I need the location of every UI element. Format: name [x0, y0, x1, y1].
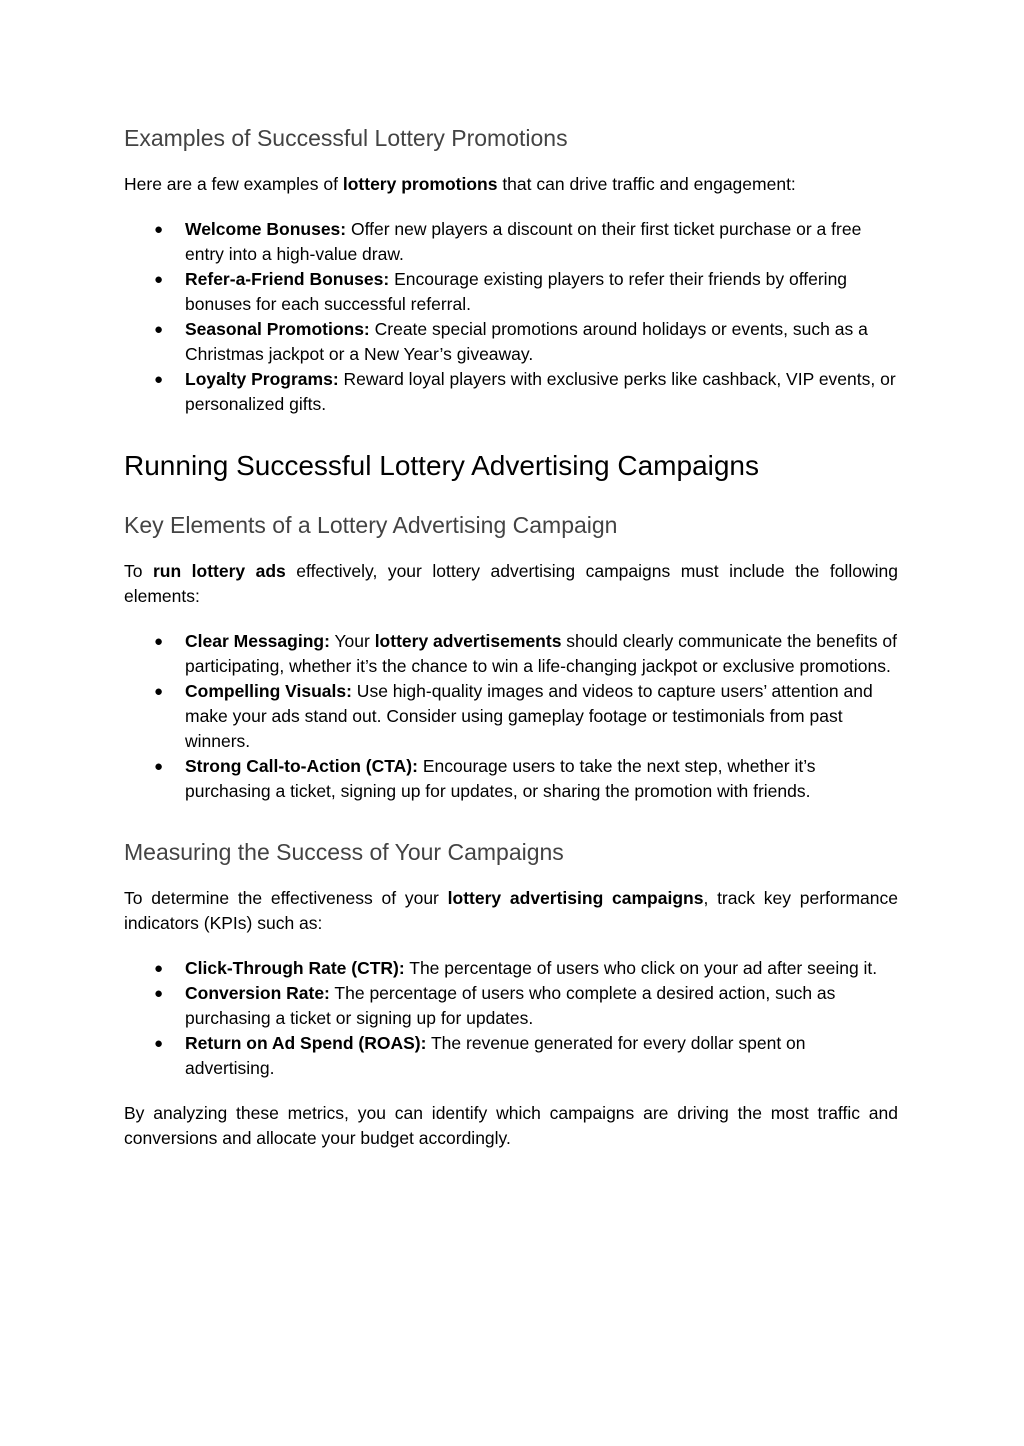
section-heading-promotions: Examples of Successful Lottery Promotions	[124, 125, 568, 151]
key-elements-list	[124, 629, 898, 804]
bullet-icon: ●	[154, 985, 164, 1002]
bullet-icon: ●	[154, 321, 164, 338]
list-item: ● Return on Ad Spend (ROAS): The revenue generated for every dollar spent on advertising.	[154, 1033, 806, 1078]
bullet-icon: ●	[154, 960, 164, 977]
list-item: ● Welcome Bonuses: Offer new players a discount on their first ticket purchase or a free entry into a high-value draw.	[154, 219, 862, 264]
bullet-icon: ●	[154, 683, 164, 700]
bullet-icon: ●	[154, 271, 164, 288]
section-heading-key-elements: Key Elements of a Lottery Advertising Campaign	[124, 512, 618, 538]
list-item: ● Conversion Rate: The percentage of users who complete a desired action, such as purchasing a ticket or signing up for updates.	[154, 983, 836, 1028]
promotions-list	[124, 217, 898, 417]
list-item: ● Click-Through Rate (CTR): The percentage of users who click on your ad after seeing it.	[124, 956, 898, 981]
list-item: ● Refer-a-Friend Bonuses: Encourage existing players to refer their friends by offering bonuses for each successful referral.	[154, 269, 848, 314]
promotions-intro: Here are a few examples of lottery promotions that can drive traffic and engagement:	[124, 174, 796, 194]
section-heading-measuring: Measuring the Success of Your Campaigns	[124, 839, 564, 865]
bullet-icon: ●	[154, 221, 164, 238]
list-item: ● Clear Messaging: Your lottery advertisements should clearly communicate the benefits of participating, whether it’s the chance to win a life-changing jackpot or exclusive promotions.	[154, 631, 898, 676]
list-item: ● Strong Call-to-Action (CTA): Encourage users to take the next step, whether it’s purchasing a ticket, signing up for updates, or sharing the promotion with friends.	[154, 756, 816, 801]
bullet-icon: ●	[154, 1035, 164, 1052]
bullet-icon: ●	[154, 758, 164, 775]
key-elements-intro: To run lottery ads effectively, your lottery advertising campaigns must include the following elements:	[124, 561, 898, 606]
kpi-list	[124, 956, 898, 1081]
list-item: ● Loyalty Programs: Reward loyal players with exclusive perks like cashback, VIP events, or personalized gifts.	[154, 369, 896, 414]
main-heading: Running Successful Lottery Advertising Campaigns	[124, 450, 760, 481]
bullet-icon: ●	[154, 371, 164, 388]
measuring-intro: To determine the effectiveness of your lottery advertising campaigns, track key performance indicators (KPIs) such as:	[124, 888, 898, 933]
bullet-icon: ●	[154, 633, 164, 650]
list-item: ● Compelling Visuals: Use high-quality images and videos to capture users’ attention and make your ads stand out. Consider using gameplay footage or testimonials from past winners.	[154, 681, 873, 751]
document-page	[124, 120, 898, 1151]
list-item: ● Seasonal Promotions: Create special promotions around holidays or events, such as a Christmas jackpot or a New Year’s giveaway.	[154, 319, 868, 364]
closing-paragraph: By analyzing these metrics, you can identify which campaigns are driving the most traffic and conversions and allocate your budget accordingly.	[124, 1103, 898, 1148]
